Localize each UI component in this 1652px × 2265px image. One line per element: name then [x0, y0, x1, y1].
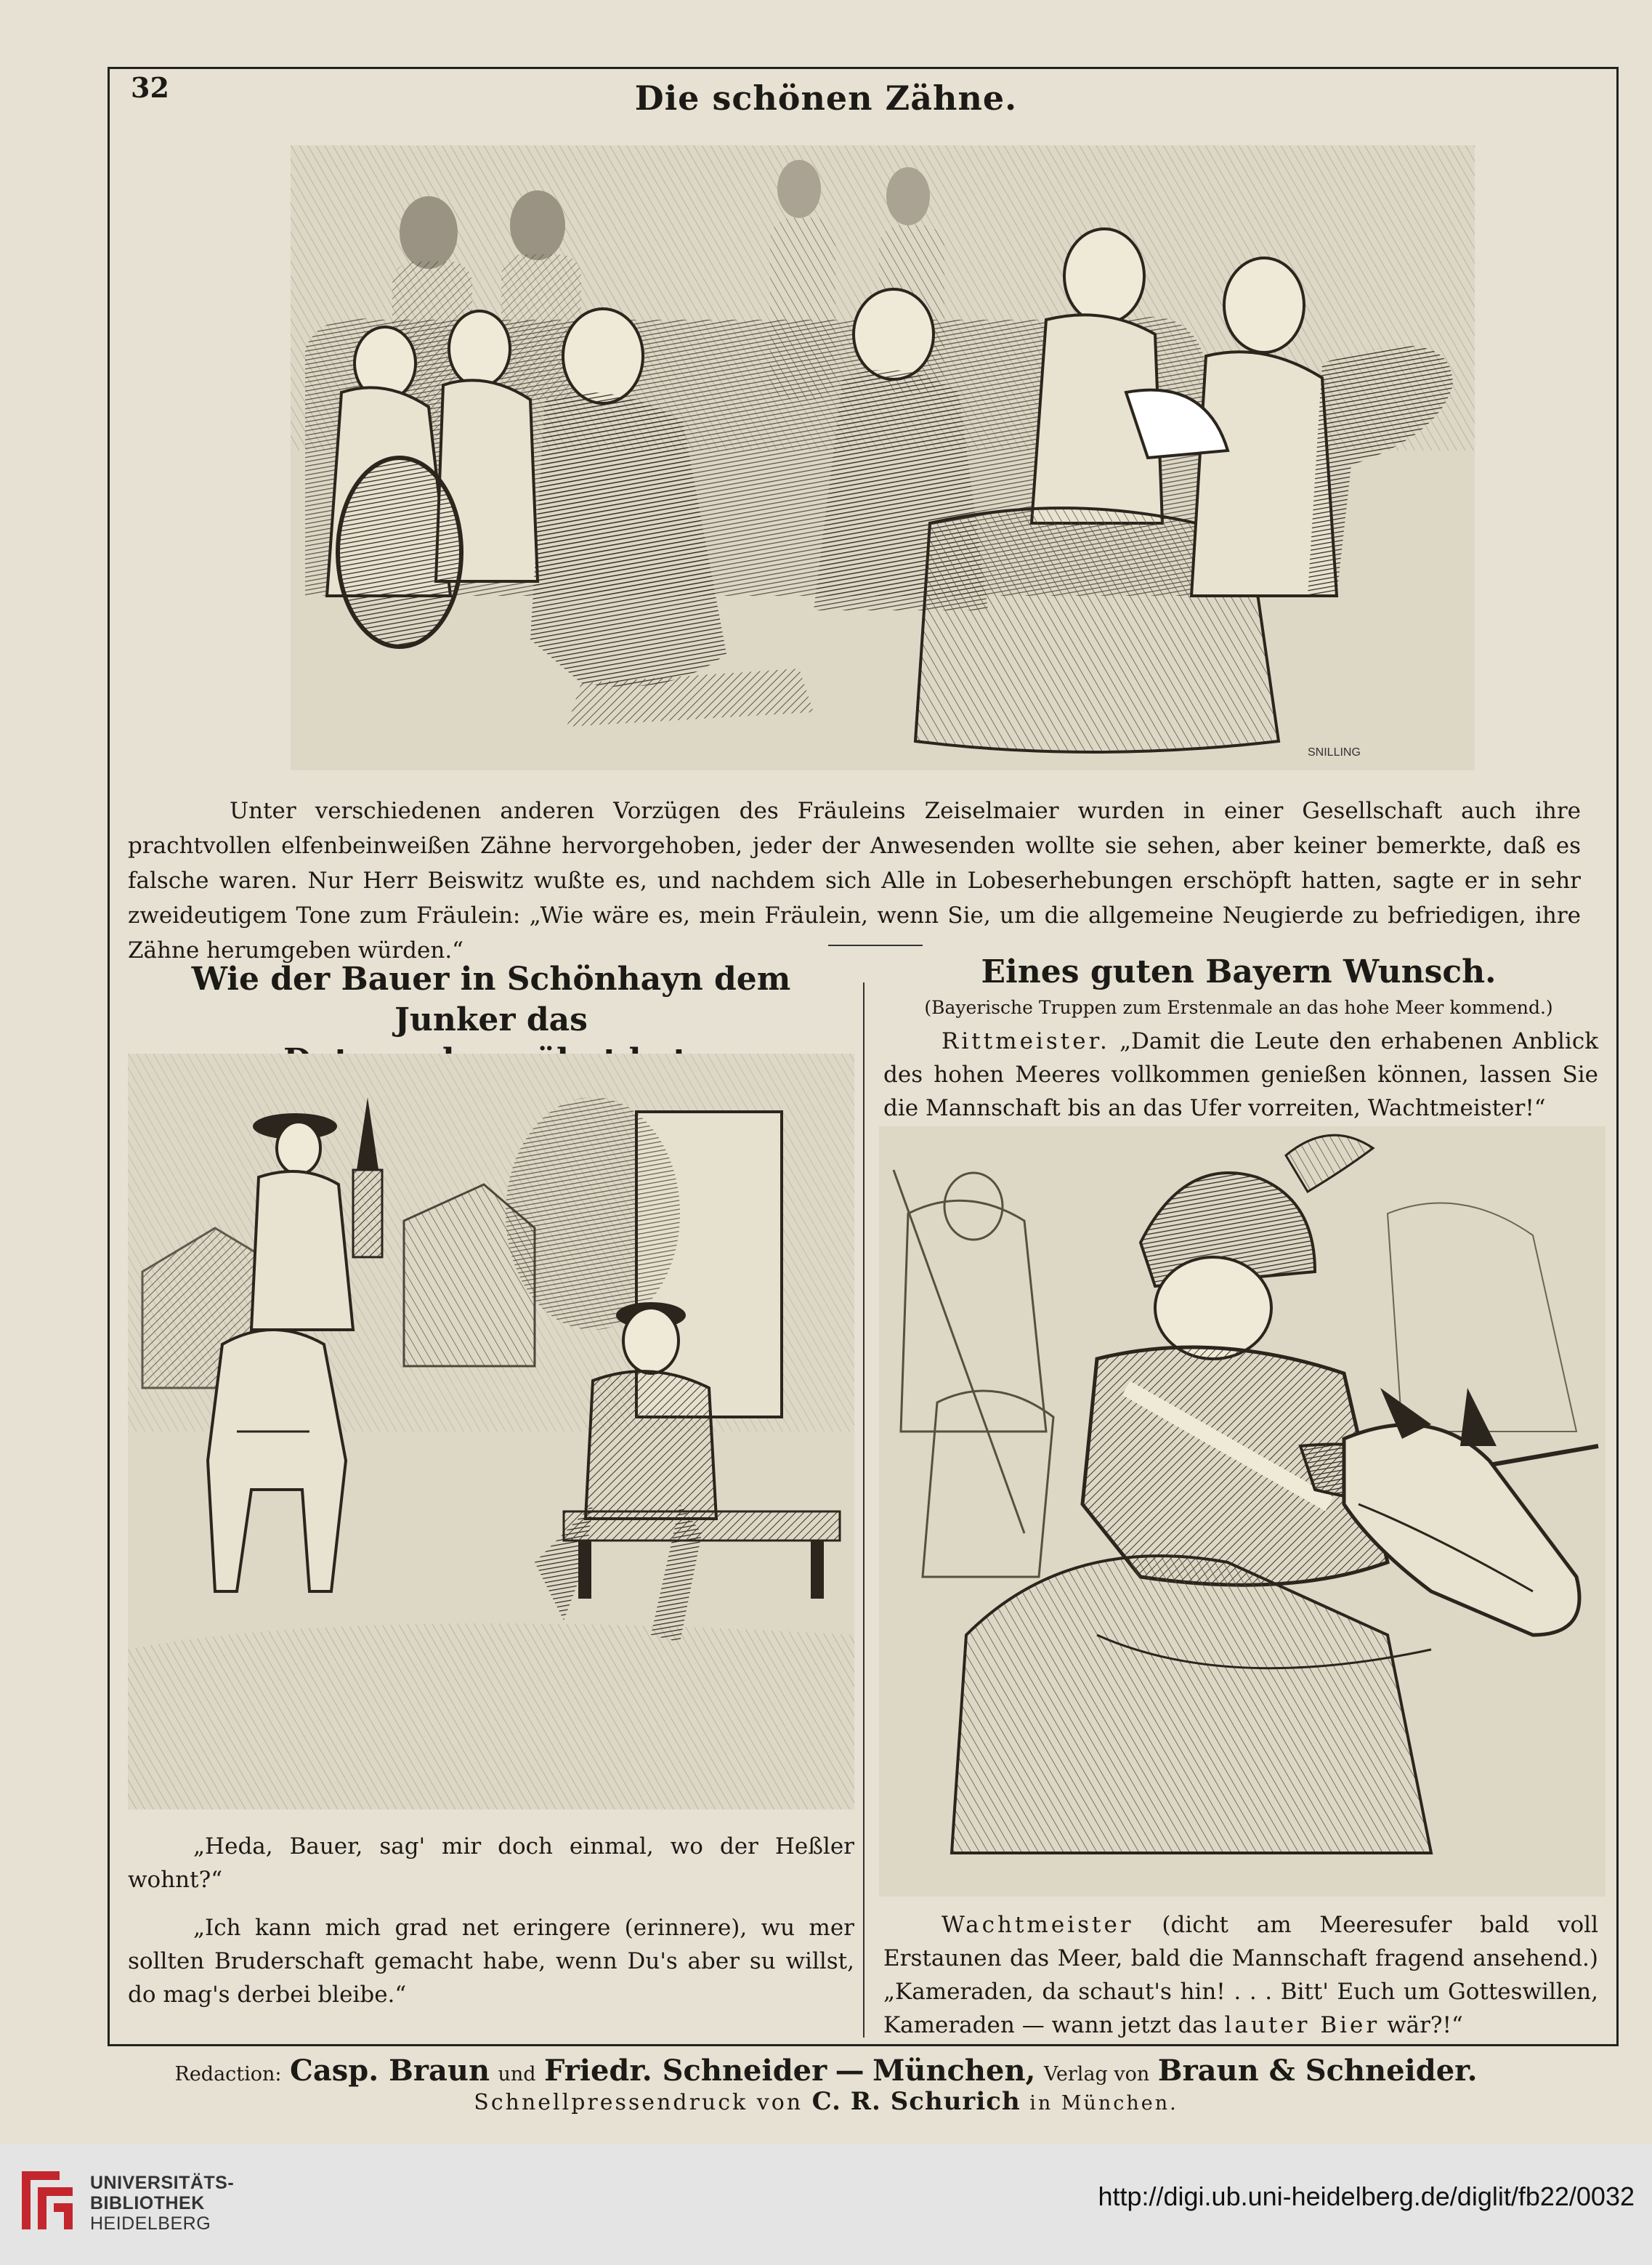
cavalry-officer-illustration — [879, 1126, 1606, 1897]
column-rule — [863, 982, 865, 2038]
right-section-subtitle: (Bayerische Truppen zum Erstenmale an das hohe Meer kommend.) — [924, 997, 1553, 1018]
wachtmeister-line-end: wär?!“ — [1387, 2012, 1463, 2038]
library-logo-icon — [16, 2165, 78, 2235]
salon-scene-illustration — [291, 145, 1475, 770]
dialog-bauer: „Ich kann mich grad net eringere (erinnere), wu mer sollten Bruderschaft gemacht habe, wenn Du's aber su willst, do mag's derbei bleibe.“ — [128, 1915, 854, 2008]
editor-schneider: Friedr. Schneider — [544, 2054, 827, 2088]
emphasis-lauter-bier: lauter Bier — [1224, 2012, 1380, 2038]
imprint-dash: — — [835, 2054, 865, 2088]
left-title-line1: Wie der Bauer in Schönhayn dem Junker das — [191, 961, 791, 1038]
press-city: in München. — [1029, 2092, 1178, 2115]
library-name — [90, 2173, 234, 2234]
publisher-name: Braun & Schneider. — [1157, 2054, 1478, 2088]
wachtmeister-speech — [883, 1908, 1598, 2042]
redaction-label: Redaction: — [174, 2063, 282, 2086]
speaker-rittmeister: Rittmeister. — [942, 1028, 1110, 1054]
wachtmeister-line: (dicht am Meeresufer bald voll Erstaunen das Meer, bald die Mannschaft fragend ansehend.) „Kameraden, da schaut's hin! . . . Bitt' Euch um Gotteswillen, Kameraden — wann jetzt das — [883, 1912, 1598, 2038]
rider-and-farmer-illustration — [128, 1054, 854, 1809]
page-title: Die schönen Zähne. — [634, 78, 1018, 118]
press-label: Schnellpressendruck von — [474, 2090, 803, 2115]
permalink-url[interactable]: http://digi.ub.uni-heidelberg.de/diglit/fb22/0032 — [1098, 2181, 1635, 2211]
left-dialog — [128, 1830, 854, 2026]
library-line2: BIBLIOTHEK — [90, 2193, 205, 2213]
library-line3: HEIDELBERG — [90, 2213, 211, 2234]
rittmeister-speech — [883, 1025, 1598, 1125]
rittmeister-line: „Damit die Leute den erhabenen Anblick des hohen Meeres vollkommen genießen können, lassen Sie die Mannschaft bis an das Ufer vorreiten, Wachtmeister!“ — [883, 1028, 1598, 1121]
page-number: 32 — [131, 71, 169, 104]
right-section-title: Eines guten Bayern Wunsch. — [981, 953, 1497, 990]
editor-braun: Casp. Braun — [289, 2054, 490, 2088]
divider — [828, 945, 923, 946]
imprint-line — [0, 2054, 1652, 2088]
printer-line — [0, 2087, 1652, 2116]
imprint-city: München, — [872, 2054, 1036, 2088]
artist-signature: SNILLING — [1308, 746, 1361, 759]
top-caption — [128, 794, 1581, 968]
library-line1: UNIVERSITÄTS- — [90, 2173, 235, 2193]
verlag-label: Verlag von — [1043, 2063, 1150, 2086]
library-footer-bar — [0, 2144, 1652, 2265]
und-label: und — [498, 2063, 536, 2086]
top-caption-text: Unter verschiedenen anderen Vorzügen des Fräuleins Zeiselmaier wurden in einer Gesellschaft auch ihre prachtvollen elfenbeinweißen Zähne hervorgehoben, jeder der Anwesenden wollte sie sehen, aber keiner bemerkte, daß es falsche waren. Nur Herr Beiswitz wußte es, und nachdem sich Alle in Lobeserhebungen erschöpft hatten, sagte er in sehr zweideutigem Tone zum Fräulein: „Wie wäre es, mein Fräulein, wenn Sie, um die allgemeine Neugierde zu befriedigen, ihre Zähne herumgeben würden.“ — [128, 798, 1581, 964]
printer-name: C. R. Schurich — [811, 2087, 1021, 2116]
dialog-junker: „Heda, Bauer, sag' mir doch einmal, wo der Heßler wohnt?“ — [128, 1833, 854, 1893]
speaker-wachtmeister: Wachtmeister — [942, 1912, 1134, 1938]
